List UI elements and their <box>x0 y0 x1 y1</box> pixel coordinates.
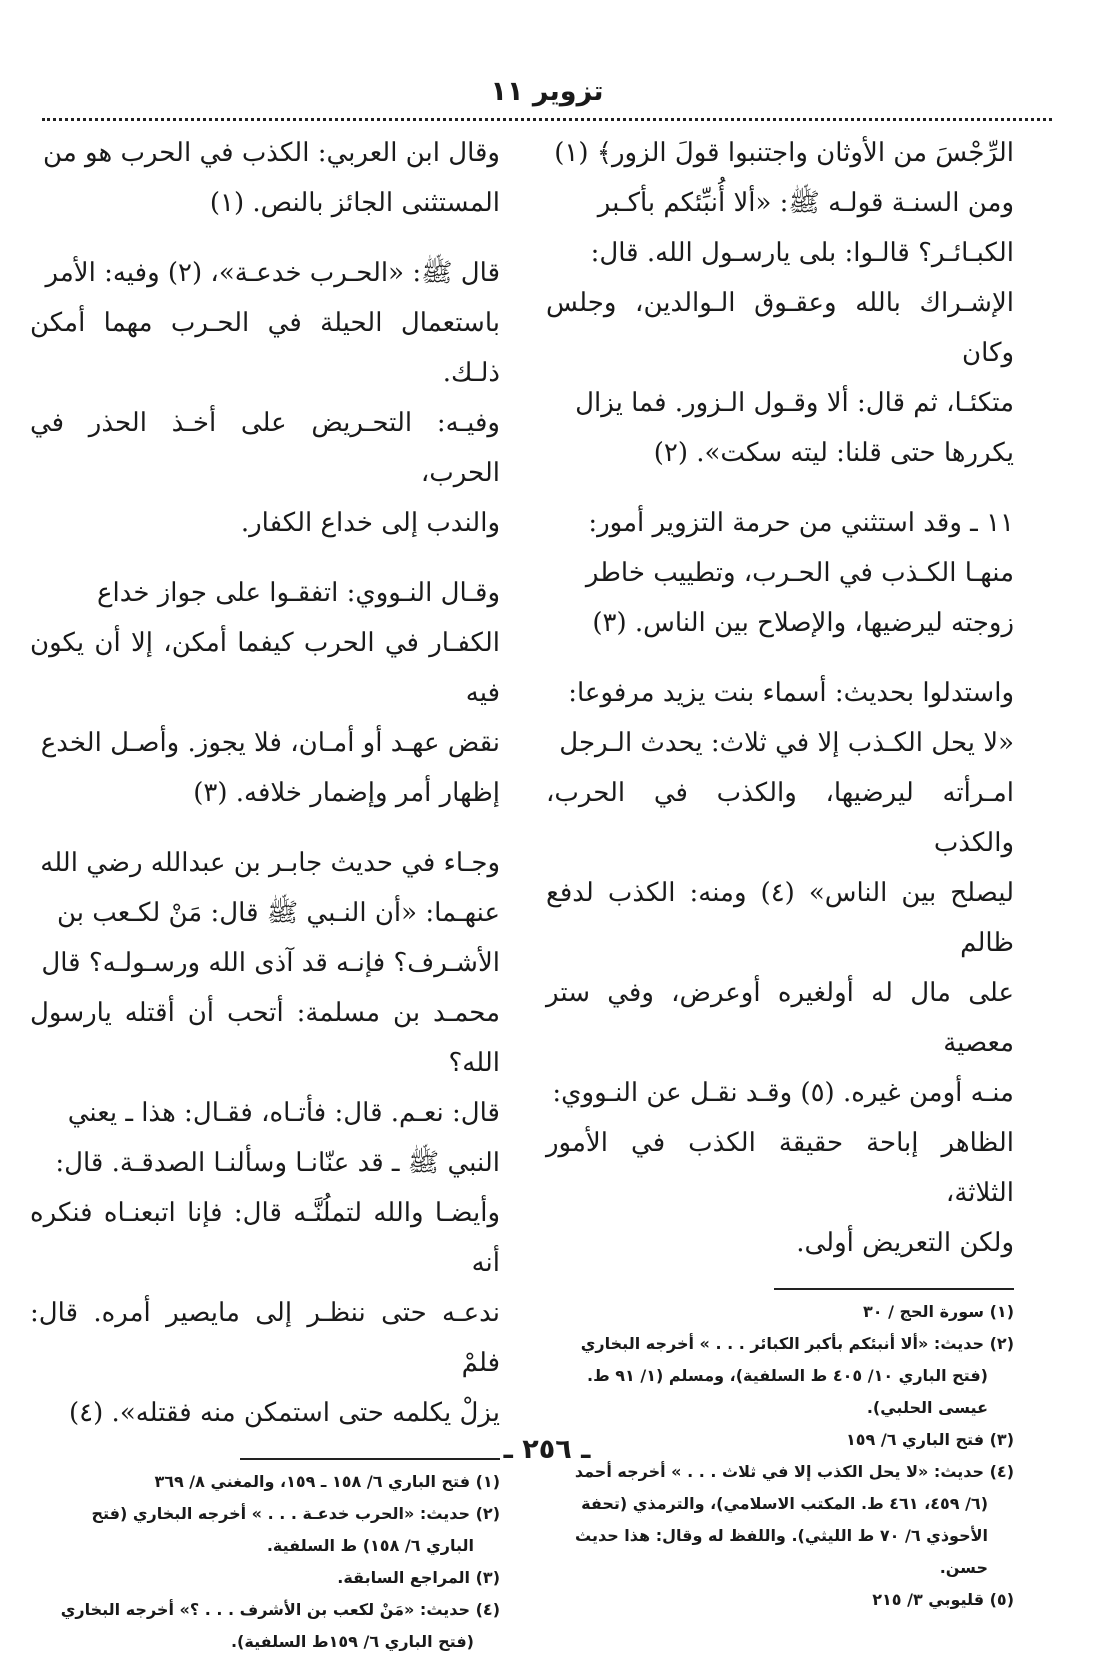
footnote-line: (٣) المراجع السابقة. <box>337 1568 500 1587</box>
left-paragraph <box>30 568 500 818</box>
right-paragraph <box>546 498 1014 648</box>
text-line: منهـا الكـذب في الحـرب، وتطييب خاطر <box>585 558 1014 588</box>
text-line: منـه أومن غيره. (٥) وقـد نقـل عن النـووي: <box>552 1078 1014 1108</box>
text-line: يكررها حتى قلنا: ليته سكت». (٢) <box>653 438 1014 468</box>
text-line: ومن السنـة قولـه ﷺ: «ألا أُنبِّئكم بأكـبر <box>597 188 1014 218</box>
text-line: النبي ﷺ ـ قد عنّانـا وسألنـا الصدقـة. قال: <box>55 1148 500 1178</box>
text-line: وأيضـا والله لتملُنَّـه قال: فإنا اتبعنـاه فنكره أنه <box>30 1198 500 1278</box>
text-line: وجـاء في حديث جابـر بن عبدالله رضي الله <box>40 848 500 878</box>
text-line: امـرأته ليرضيها، والكذب في الحرب، والكذب <box>546 778 1014 858</box>
footnote-line: (٤) حديث: «لا يحل الكذب إلا في ثلاث . . . » أخرجه أحمد <box>574 1462 1014 1481</box>
page-header: تزوير ١١ <box>490 76 604 107</box>
text-line: قال: نعـم. قال: فأتـاه، فقـال: هذا ـ يعني <box>67 1098 500 1128</box>
text-line: يزلْ يكلمه حتى استمكن منه فقتله». (٤) <box>69 1398 500 1428</box>
text-line: وقال ابن العربي: الكذب في الحرب هو من <box>43 138 500 168</box>
footnote-line: (١) فتح الباري ٦/ ١٥٨ ـ ١٥٩، والمغني ٨/ ٣٦٩ <box>154 1472 500 1491</box>
footnote-line: (٦/ ٤٥٩، ٤٦١ ط. المكتب الاسلامي)، والترمذي (تحفة <box>581 1494 988 1513</box>
footnote-line: حسن. <box>939 1558 988 1577</box>
right-footnote-rule <box>774 1288 1014 1290</box>
text-line: «لا يحل الكـذب إلا في ثلاث: يحدث الـرجل <box>559 728 1014 758</box>
text-line: إظهار أمر وإضمار خلافه. (٣) <box>193 778 500 808</box>
text-line: قال ﷺ: «الحـرب خدعـة»، (٢) وفيه: الأمر <box>45 258 500 288</box>
footnote-line: (فتح الباري ٦/ ١٥٩ط السلفية). <box>230 1632 474 1651</box>
left-paragraph <box>30 838 500 1438</box>
page-number: ـ ٢٥٦ ـ <box>503 1434 591 1465</box>
text-line: الرِّجْسَ من الأوثان واجتنبوا قولَ الزور﴾ (١) <box>554 138 1014 168</box>
text-line: ليصلح بين الناس» (٤) ومنه: الكذب لدفع ظالم <box>546 878 1014 958</box>
text-line: الإشـراك بالله وعقـوق الـوالدين، وجلس وكان <box>546 288 1014 368</box>
text-line: وقـال النـووي: اتفقـوا على جواز خداع <box>96 578 500 608</box>
text-line: الظاهر إباحة حقيقة الكذب في الأمور الثلاثة، <box>546 1128 1014 1208</box>
footnote-line: (٢) حديث: «ألا أنبئكم بأكبر الكبائر . . . » أخرجه البخاري <box>580 1334 1014 1353</box>
footnote-line: (٣) فتح الباري ٦/ ١٥٩ <box>845 1430 1014 1449</box>
right-paragraph <box>546 668 1014 1268</box>
text-line: وفيـه: التحـريض على أخـذ الحذر في الحرب، <box>30 408 500 488</box>
right-column <box>546 128 1014 1616</box>
right-paragraph <box>546 128 1014 478</box>
right-body <box>546 128 1014 1268</box>
text-line: على مال له أولغيره أوعرض، وفي ستر معصية <box>546 978 1014 1058</box>
text-line: الكفـار في الحرب كيفما أمكن، إلا أن يكون فيه <box>30 628 500 708</box>
left-body <box>30 128 500 1438</box>
footnote-line: (٤) حديث: «مَنْ لكعب بن الأشرف . . . ؟» أخرجه البخاري <box>60 1600 500 1619</box>
text-line: الكبـائـر؟ قالـوا: بلى يارسـول الله. قال: <box>590 238 1014 268</box>
text-line: ندعـه حتى ننظـر إلى مايصير أمره. قال: فلمْ <box>30 1298 500 1378</box>
text-line: الأشـرف؟ فإنـه قد آذى الله ورسـولـه؟ قال <box>41 948 500 978</box>
text-line: نقض عهـد أو أمـان، فلا يجوز. وأصـل الخدع <box>40 728 500 758</box>
text-line: والندب إلى خداع الكفار. <box>240 508 500 538</box>
footnote-line: (٥) قليوبي ٣/ ٢١٥ <box>872 1590 1014 1609</box>
text-line: عنهـما: «أن النـبي ﷺ قال: مَنْ لكـعب بن <box>56 898 500 928</box>
footnote-line: الأحوذي ٦/ ٧٠ ط الليثي). واللفظ له وقال: هذا حديث <box>575 1526 988 1545</box>
footnote-line: (فتح الباري ١٠/ ٤٠٥ ط السلفية)، ومسلم (١/ ٩١ ط. <box>586 1366 988 1385</box>
text-line: ١١ ـ وقد استثني من حرمة التزوير أمور: <box>588 508 1014 538</box>
text-line: متكئـا، ثم قال: ألا وقـول الـزور. فما يزال <box>575 388 1014 418</box>
text-line: ولكن التعريض أولى. <box>796 1228 1014 1258</box>
text-line: المستثنى الجائز بالنص. (١) <box>209 188 500 218</box>
left-paragraph <box>30 248 500 548</box>
footnote-line: الباري ٦/ ١٥٨) ط السلفية. <box>266 1536 474 1555</box>
text-line: واستدلوا بحديث: أسماء بنت يزيد مرفوعا: <box>568 678 1014 708</box>
footnote-line: (١) سورة الحج / ٣٠ <box>862 1302 1014 1321</box>
header-dotted-rule <box>42 118 1052 121</box>
text-line: محمـد بن مسلمة: أتحب أن أقتله يارسول الله؟ <box>30 998 500 1078</box>
left-column <box>30 128 500 1658</box>
footnote-line: عيسى الحلبي). <box>866 1398 988 1417</box>
footnote-line: (٢) حديث: «الحرب خدعـة . . . » أخرجه البخاري (فتح <box>91 1504 500 1523</box>
text-line: باستعمال الحيلة في الحـرب مهما أمكن ذلـك. <box>30 308 500 388</box>
left-paragraph <box>30 128 500 228</box>
left-footnotes <box>30 1466 500 1658</box>
text-line: زوجته ليرضيها، والإصلاح بين الناس. (٣) <box>592 608 1014 638</box>
